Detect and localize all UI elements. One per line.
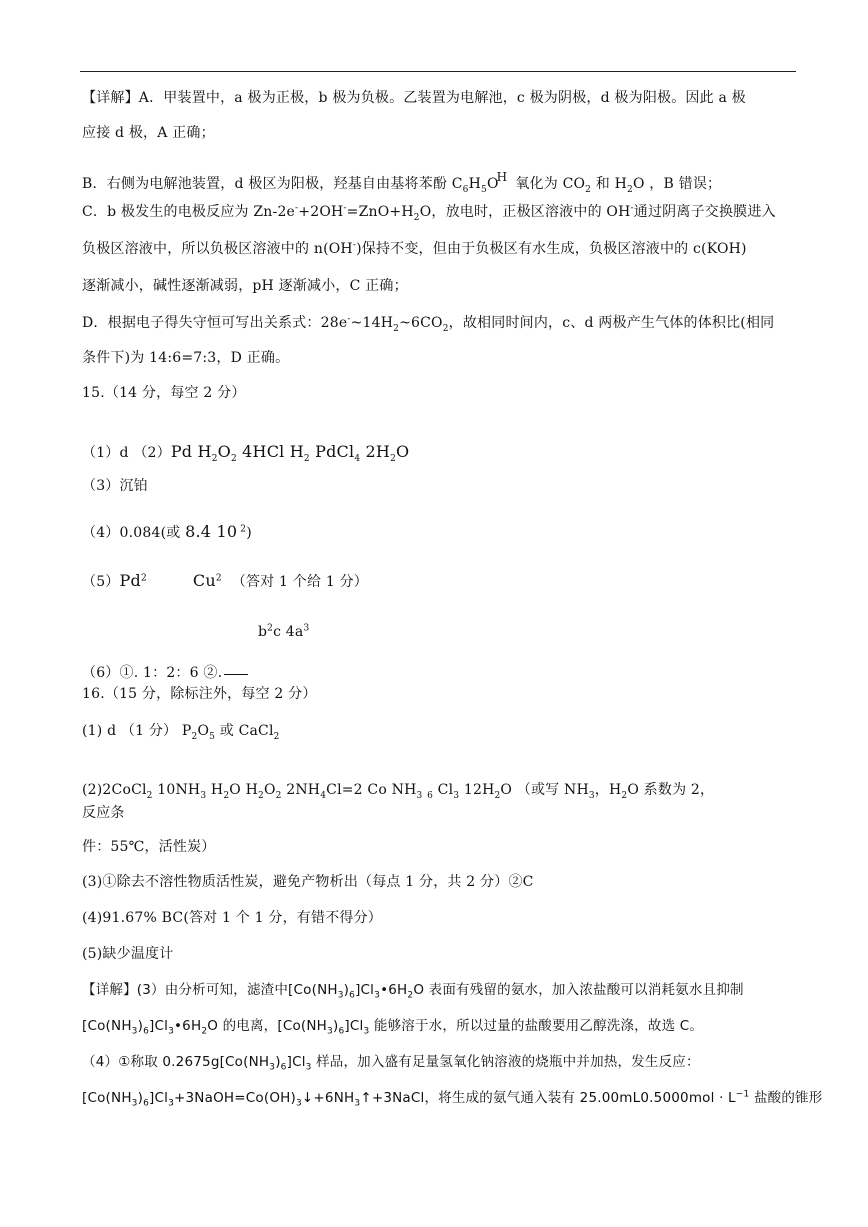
text: 条件下)为 14:6=7:3，D 正确。: [82, 350, 290, 366]
text: 和 H: [591, 176, 628, 192]
text: ): [343, 982, 350, 998]
text: （4）0.084(或: [82, 525, 186, 541]
sup: H: [496, 170, 508, 184]
text: (2)2CoCl: [82, 782, 147, 798]
sub: 3: [354, 1098, 361, 1109]
answer-16-2: [82, 781, 714, 799]
text: ]Cl: [344, 1018, 364, 1034]
sub: 2: [393, 323, 400, 334]
explanation-line-8: [82, 349, 289, 367]
text: ]Cl: [149, 1018, 169, 1034]
text: 或 CaCl: [215, 723, 274, 739]
text: ，H: [594, 782, 622, 798]
text: H: [206, 782, 224, 798]
answer-16-2-cond: [82, 838, 215, 856]
sub: 2: [390, 453, 397, 464]
sub: 3: [416, 790, 423, 801]
text: （5）: [82, 574, 120, 590]
text: 15.（14 分，每空 2 分）: [82, 385, 246, 401]
explanation-line-1: [82, 89, 746, 107]
text: O H: [229, 782, 259, 798]
text: (4)91.67% BC(答对 1 个 1 分，有错不得分）: [82, 910, 382, 926]
sub: 2: [201, 1026, 208, 1037]
sub: 2: [494, 790, 501, 801]
text: O: [197, 723, 210, 739]
text: ): [332, 1018, 339, 1034]
answer-15-4: [82, 523, 252, 542]
text: 氧化为 CO: [515, 176, 586, 192]
sub: 5: [209, 731, 216, 742]
text: Cu: [192, 571, 216, 590]
explanation-16-line-1: [82, 981, 744, 999]
text: ): [275, 1054, 281, 1070]
text: [Co(NH: [82, 1090, 132, 1106]
sub: 3: [363, 1026, 370, 1037]
sub: 6: [143, 1098, 150, 1109]
text: )保持不变，但由于负极区有水生成，负极区溶液中的 c(KOH): [356, 241, 747, 257]
sub: 3: [374, 990, 381, 1001]
text: •6H: [174, 1018, 202, 1034]
sub: 6: [427, 790, 434, 801]
explanation-line-2: [82, 124, 215, 142]
sub: 2: [191, 731, 198, 742]
text: （1）d （2）: [82, 445, 171, 461]
text: 通过阴离子交换膜进入: [633, 204, 776, 220]
text: 16.（15 分，除标注外，每空 2 分）: [82, 686, 317, 702]
sub: 2: [230, 453, 237, 464]
text: ，故相同时间内，c、d 两极产生气体的体积比(相同: [448, 315, 775, 331]
text: 反应条: [82, 805, 125, 821]
sub: 2: [627, 184, 633, 195]
sub: 2: [413, 212, 420, 223]
sub: 3: [337, 990, 344, 1001]
sub: 2: [146, 790, 153, 801]
answer-16-4: [82, 909, 382, 927]
sup: -: [347, 314, 351, 325]
sub: 2: [407, 990, 414, 1001]
text: (1) d （1 分） P: [82, 723, 192, 739]
sup: −1: [735, 1089, 750, 1100]
text: O 表面有残留的氨水，加入浓盐酸可以消耗氨水且抑制: [413, 982, 744, 998]
text: 样品，加入盛有足量氢氧化钠溶液的烧瓶中并加热，发生反应：: [311, 1054, 700, 1070]
sub: 3: [168, 1098, 174, 1109]
text: （答对 1 个给 1 分）: [231, 574, 368, 590]
text: （3）沉铂: [82, 478, 148, 494]
sup: 2: [267, 623, 274, 634]
sub: 4: [354, 453, 361, 464]
text: D．根据电子得失守恒可写出关系式：28e: [82, 315, 348, 331]
explanation-line-7: [82, 314, 774, 332]
explanation-line-4: [82, 203, 776, 221]
sup: -: [295, 203, 299, 214]
sub: 3: [269, 1062, 276, 1073]
explanation-line-6: [82, 277, 408, 295]
sup: 2: [140, 573, 147, 584]
explanation-line-3: [82, 168, 721, 193]
text: O: [396, 442, 410, 461]
text: O: [486, 176, 499, 192]
text: Pd H: [170, 442, 212, 461]
sub: 3: [453, 790, 460, 801]
text: O ，B 错误；: [632, 176, 722, 192]
sub: 4: [320, 790, 327, 801]
text: ): [137, 1090, 144, 1106]
answer-16-2-cont: [82, 804, 125, 822]
sub: 3: [168, 1026, 174, 1037]
text: H: [468, 176, 482, 192]
text: B．右侧为电解池装置，d 极区为阳极，羟基自由基将苯酚 C: [82, 176, 463, 192]
text: b: [258, 624, 268, 640]
text: ): [246, 525, 252, 541]
text: Cl: [433, 782, 454, 798]
sub: 2: [442, 323, 449, 334]
text: O: [217, 442, 231, 461]
sub: 3: [295, 1098, 302, 1109]
text: 应接 d 极，A 正确；: [82, 125, 215, 141]
sub: 2: [275, 790, 282, 801]
text: ]Cl: [355, 982, 375, 998]
answer-16-1: [82, 722, 280, 740]
sup: 3: [303, 623, 310, 634]
text: 2NH: [281, 782, 321, 798]
answer-15-5: [82, 572, 368, 591]
text: (3)①除去不溶性物质活性炭，避免产物析出（每点 1 分，共 2 分）②C: [82, 874, 534, 890]
text: +2OH: [298, 204, 344, 220]
sup: -: [352, 240, 357, 251]
text: 盐酸的锥形: [749, 1090, 823, 1106]
text: ~14H: [350, 315, 394, 331]
text: 12H: [459, 782, 495, 798]
sub: 3: [588, 790, 595, 801]
question-16-heading: [82, 685, 317, 703]
text: O 的电离，[Co(NH: [207, 1018, 328, 1034]
sub: 2: [303, 453, 310, 464]
text: ]Cl: [286, 1054, 306, 1070]
sub: 3: [131, 1098, 138, 1109]
sub: 2: [258, 790, 264, 801]
text: 件：55℃，活性炭）: [82, 839, 216, 855]
text: 【详解】(3）由分析可知，滤渣中[Co(NH: [82, 982, 338, 998]
text: O: [263, 782, 276, 798]
sub: 5: [481, 184, 487, 195]
explanation-16-line-2: [82, 1017, 703, 1035]
text: Cl=2 Co NH: [326, 782, 417, 798]
sub: 2: [621, 790, 628, 801]
text: [Co(NH: [82, 1018, 132, 1034]
sub: 2: [223, 790, 230, 801]
text: ↑+3NaCl，将生成的氨气通入装有 25.00mL0.5000mol · L: [360, 1090, 736, 1106]
explanation-16-line-3: [82, 1053, 700, 1071]
answer-15-5-formula: [258, 623, 309, 641]
sub: 6: [143, 1026, 150, 1037]
text: •6H: [380, 982, 408, 998]
sub: 3: [131, 1026, 138, 1037]
sup: -: [630, 203, 634, 214]
text: +3NaOH=Co(OH): [174, 1090, 296, 1106]
text: =ZnO+H: [346, 204, 414, 220]
sub: 6: [349, 990, 356, 1001]
sub: 6: [462, 184, 469, 195]
text: PdCl: [309, 442, 355, 461]
text: O，放电时，正极区溶液中的 OH: [419, 204, 631, 220]
answer-16-3: [82, 873, 534, 891]
text: 能够溶于水，所以过量的盐酸要用乙醇洗涤，故选 C。: [369, 1018, 704, 1034]
sub: 2: [211, 453, 218, 464]
answer-15-3: [82, 477, 148, 495]
sub: 6: [280, 1062, 287, 1073]
text: 逐渐减小，碱性逐渐减弱，pH 逐渐减小，C 正确；: [82, 278, 408, 294]
text: ↓+6NH: [301, 1090, 355, 1106]
text: Pd: [119, 571, 141, 590]
explanation-line-5: [82, 240, 747, 258]
text: O （或写 NH: [500, 782, 589, 798]
sub: 3: [200, 790, 207, 801]
answer-15-6: [82, 664, 248, 682]
sup: -: [343, 203, 347, 214]
answer-15-1-2: [82, 443, 409, 462]
answer-blank: [224, 674, 248, 675]
sup: 2: [237, 524, 247, 535]
text: 【详解】A．甲装置中，a 极为正极，b 极为负极。乙装置为电解池，c 极为阴极，d 极为阳极。因此 a 极: [82, 90, 746, 106]
text: 4HCl H: [236, 442, 304, 461]
text: 10NH: [152, 782, 201, 798]
text: C．b 极发生的电极反应为 Zn-2e: [82, 204, 296, 220]
sub: 2: [585, 184, 592, 195]
text: O 系数为 2，: [627, 782, 715, 798]
text: （4）①称取 0.2675g[Co(NH: [82, 1054, 270, 1070]
sub: 3: [327, 1026, 333, 1037]
text: ~6CO: [399, 315, 443, 331]
text: (5)缺少温度计: [82, 946, 174, 962]
explanation-16-line-4: [82, 1089, 822, 1107]
text: c 4a: [273, 624, 304, 640]
text: ): [137, 1018, 144, 1034]
header-rule: [80, 71, 796, 72]
text: （6）①. 1：2：6 ②.: [82, 665, 223, 681]
sub: 2: [273, 731, 280, 742]
answer-16-5: [82, 945, 173, 963]
text: ]Cl: [149, 1090, 169, 1106]
question-15-heading: [82, 384, 246, 402]
text: 负极区溶液中，所以负极区溶液中的 n(OH: [82, 241, 353, 257]
text: 2H: [360, 442, 391, 461]
sub: 3: [305, 1062, 312, 1073]
sub: 6: [338, 1026, 345, 1037]
sup: 2: [215, 573, 222, 584]
text: 8.4 10: [185, 522, 238, 541]
